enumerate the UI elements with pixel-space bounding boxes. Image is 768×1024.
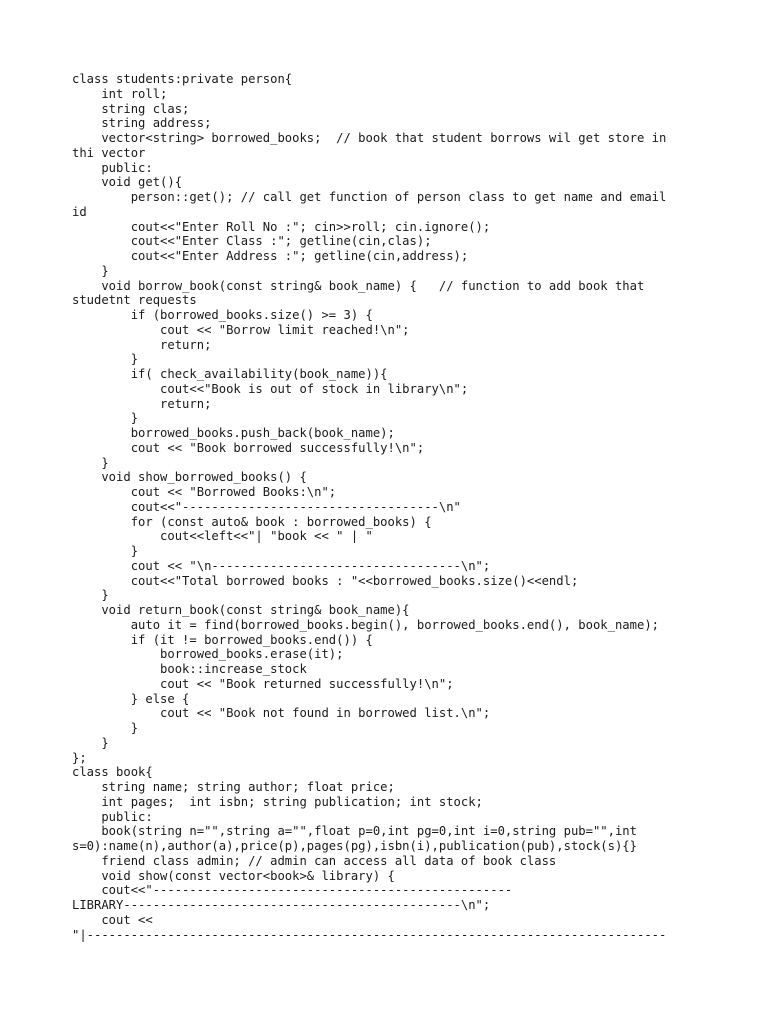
- code-line: public:: [72, 809, 153, 824]
- code-line: return;: [72, 396, 212, 411]
- code-line: if (it != borrowed_books.end()) {: [72, 632, 373, 647]
- code-line: };: [72, 750, 87, 765]
- code-line: for (const auto& book : borrowed_books) {: [72, 514, 432, 529]
- code-line: cout<<"Total borrowed books : "<<borrowed_books.size()<<endl;: [72, 573, 579, 588]
- code-line: borrowed_books.push_back(book_name);: [72, 426, 395, 440]
- code-line: cout<<"-----------------------------------\n": [72, 499, 461, 514]
- code-line: cout << "Borrowed Books:\n";: [72, 485, 337, 499]
- code-line: }: [72, 411, 139, 426]
- code-line: }: [72, 263, 109, 278]
- code-line: int roll;: [72, 86, 168, 101]
- code-line: cout<<"-------------------------------------------------: [72, 883, 513, 898]
- code-line: void get(){: [72, 175, 183, 190]
- code-line: if (borrowed_books.size() >= 3) {: [72, 308, 373, 322]
- code-line: cout<<"Enter Address :"; getline(cin,address);: [72, 249, 469, 263]
- code-line: void borrow_book(const string& book_name) { // function to add book that: [72, 278, 645, 293]
- code-line: book(string n="",string a="",float p=0,int pg=0,int i=0,string pub="",int: [72, 824, 637, 839]
- code-line: cout << "Book not found in borrowed list.\n";: [72, 706, 491, 721]
- code-line: class book{: [72, 765, 153, 780]
- code-line: }: [72, 544, 139, 558]
- code-line: cout << "\n----------------------------------\n";: [72, 558, 491, 573]
- code-line: cout <<: [72, 912, 153, 927]
- code-line: thi vector: [72, 145, 146, 160]
- code-line: cout<<"Book is out of stock in library\n";: [72, 381, 469, 396]
- code-line: LIBRARY----------------------------------------------\n";: [72, 898, 491, 912]
- code-line: auto it = find(borrowed_books.begin(), borrowed_books.end(), book_name);: [72, 617, 659, 632]
- code-line: studetnt requests: [72, 293, 197, 308]
- code-line: } else {: [72, 691, 190, 706]
- code-line: cout<<"Enter Class :"; getline(cin,clas);: [72, 234, 432, 249]
- code-line: string address;: [72, 116, 212, 131]
- code-line: void show(const vector<book>& library) {: [72, 868, 395, 883]
- code-line: string clas;: [72, 101, 190, 116]
- code-line: cout << "Borrow limit reached!\n";: [72, 322, 410, 337]
- code-line: void return_book(const string& book_name){: [72, 603, 410, 617]
- code-line: int pages; int isbn; string publication; int stock;: [72, 794, 483, 809]
- code-line: public:: [72, 160, 153, 175]
- code-line: cout<<"Enter Roll No :"; cin>>roll; cin.ignore();: [72, 219, 491, 234]
- code-line: void show_borrowed_books() {: [72, 470, 307, 485]
- code-line: person::get(); // call get function of person class to get name and email: [72, 190, 667, 204]
- code-line: "|-------------------------------------------------------------------------------: [72, 927, 667, 942]
- code-line: }: [72, 721, 139, 735]
- code-line: }: [72, 455, 109, 470]
- code-line: cout << "Book borrowed successfully!\n";: [72, 440, 425, 455]
- code-line: return;: [72, 337, 212, 352]
- code-line: cout<<left<<"| "book << " | ": [72, 529, 373, 544]
- code-line: if( check_availability(book_name)){: [72, 367, 388, 381]
- code-line: s=0):name(n),author(a),price(p),pages(pg),isbn(i),publication(pub),stock(s){}: [72, 839, 637, 853]
- code-line: class students:private person{: [72, 72, 293, 86]
- code-line: borrowed_books.erase(it);: [72, 647, 344, 662]
- code-line: string name; string author; float price;: [72, 780, 395, 794]
- code-line: }: [72, 352, 139, 367]
- code-line: cout << "Book returned successfully!\n";: [72, 676, 454, 691]
- code-line: id: [72, 204, 87, 219]
- code-line: book::increase_stock: [72, 662, 307, 676]
- code-line: }: [72, 735, 109, 750]
- code-line: friend class admin; // admin can access all data of book class: [72, 853, 557, 868]
- code-line: }: [72, 588, 109, 603]
- code-document: [72, 72, 702, 942]
- code-line: vector<string> borrowed_books; // book that student borrows wil get store in: [72, 131, 667, 145]
